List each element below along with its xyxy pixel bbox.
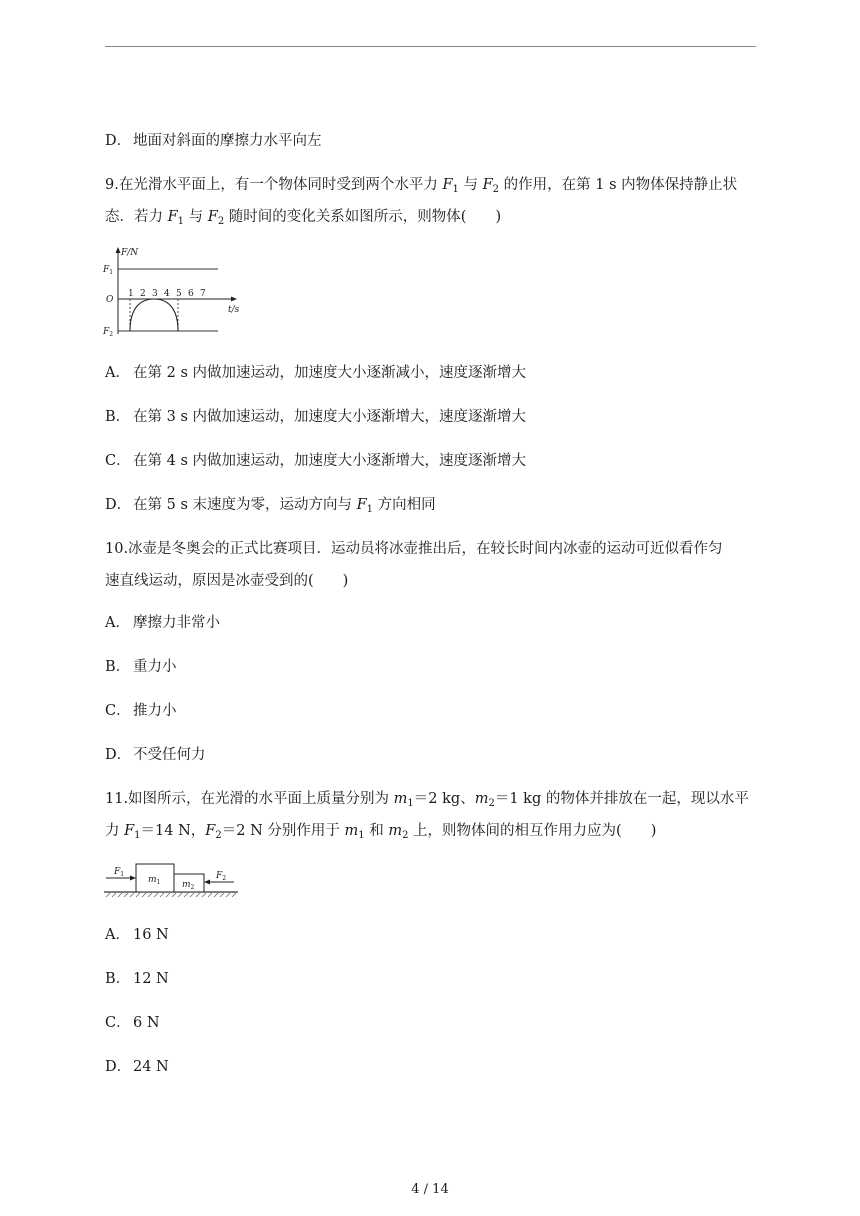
q9-option-d: D． 在第 5 s 末速度为零，运动方向与 $F_1$ 方向相同 [105, 497, 436, 515]
option-text: 地面对斜面的摩擦力水平向左 [133, 133, 322, 149]
q11-stem-line-1: 11.如图所示，在光滑的水平面上质量分别为 $m_1=2$ kg、$m_2=1$ kg 的物体并排放在一起，现以水平 [105, 791, 749, 809]
f1-arrowhead-icon [130, 876, 136, 881]
q11-stem-line-2: 力 $F_1=14$ N，$F_2=2$ N 分别作用于 $m_1$ 和 $m_2$ 上，则物体间的相互作用力应为( ) [105, 823, 657, 841]
q11-option-c: C． 6 N [105, 1015, 160, 1031]
header-rule [105, 46, 756, 47]
q10-option-a: A． 摩擦力非常小 [105, 615, 220, 631]
x-axis-arrow-icon [231, 297, 237, 302]
tick-label: 5 [176, 289, 182, 299]
f2-label: $F_2$ [103, 327, 114, 338]
m1-label: $m_1$ [148, 875, 161, 886]
q10-option-d: D． 不受任何力 [105, 747, 206, 763]
ground-hatching [106, 893, 236, 897]
q10-stem-line-2: 速直线运动，原因是冰壶受到的( ) [105, 573, 349, 589]
q8-option-d [105, 131, 322, 151]
origin-label: O [106, 295, 114, 305]
y-axis-label: F/N [121, 248, 139, 258]
tick-label: 2 [140, 289, 146, 299]
page-number: 4 / 14 [411, 1182, 449, 1197]
q11-option-a: A． 16 N [105, 927, 169, 943]
q9-force-time-graph [100, 244, 240, 338]
q11-blocks-figure [104, 858, 240, 900]
f1-label: $F_1$ [103, 265, 114, 276]
q9-stem-line-1: 9.在光滑水平面上，有一个物体同时受到两个水平力 $F_1$ 与 $F_2$ 的作用，在第 1 s 内物体保持静止状 [105, 177, 738, 195]
f1-label: $F_1$ [114, 867, 125, 878]
q10-option-c: C． 推力小 [105, 703, 177, 719]
x-axis-label: t/s [228, 305, 240, 315]
f2-label: $F_2$ [216, 871, 227, 882]
q9-option-a: A． 在第 2 s 内做加速运动，加速度大小逐渐减小，速度逐渐增大 [105, 365, 526, 381]
tick-label: 3 [152, 289, 158, 299]
q9-option-b: B． 在第 3 s 内做加速运动，加速度大小逐渐增大，速度逐渐增大 [105, 409, 526, 425]
m2-label: $m_2$ [182, 880, 195, 891]
tick-label: 6 [188, 289, 194, 299]
q10-option-b: B． 重力小 [105, 659, 177, 675]
tick-label: 4 [164, 289, 170, 299]
q9-stem-line-2: 态．若力 $F_1$ 与 $F_2$ 随时间的变化关系如图所示，则物体( ) [105, 209, 502, 227]
q10-stem-line-1: 10.冰壶是冬奥会的正式比赛项目．运动员将冰壶推出后，在较长时间内冰壶的运动可近似看作匀 [105, 541, 723, 557]
q11-option-b: B． 12 N [105, 971, 169, 987]
tick-label: 1 [128, 289, 134, 299]
f2-arrowhead-icon [204, 880, 210, 885]
f2-variation-curve [130, 299, 178, 331]
option-key: D． [105, 133, 132, 149]
tick-label: 7 [200, 289, 206, 299]
q9-option-c: C． 在第 4 s 内做加速运动，加速度大小逐渐增大，速度逐渐增大 [105, 453, 526, 469]
y-axis-arrow-icon [116, 247, 121, 253]
q11-option-d: D． 24 N [105, 1059, 169, 1075]
